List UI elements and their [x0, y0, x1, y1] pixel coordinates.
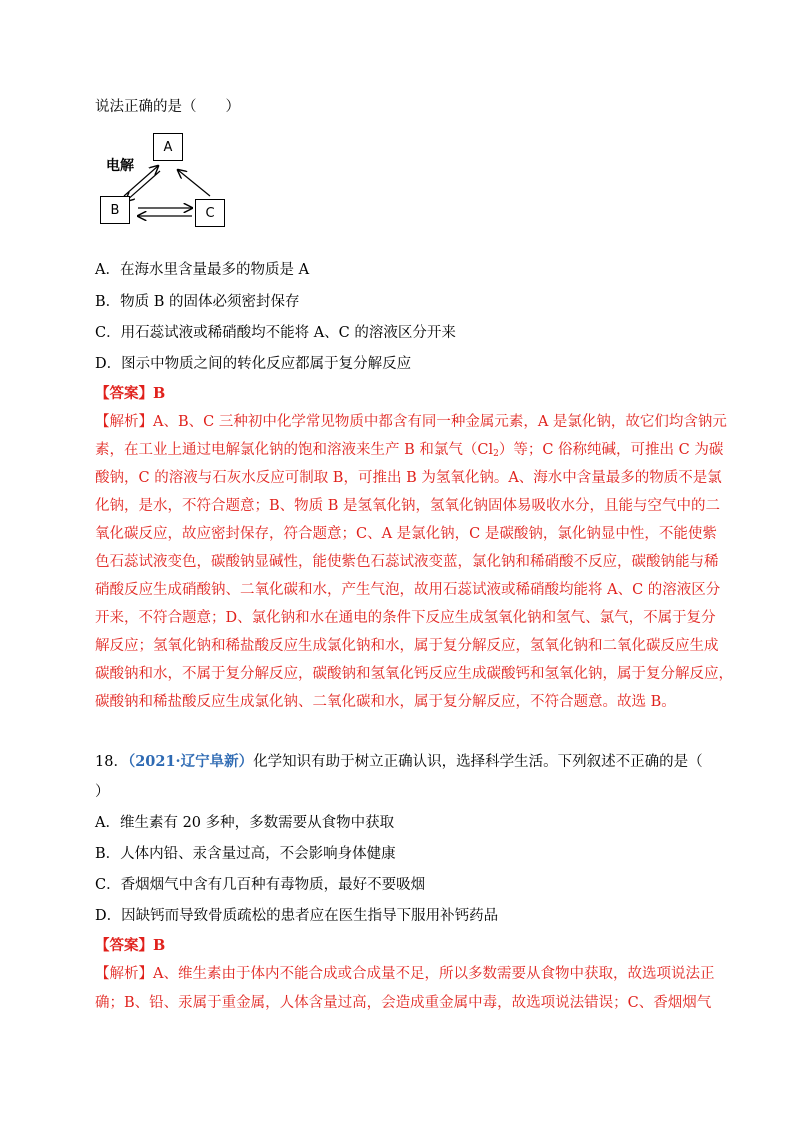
- explanation-line: 解反应；氢氧化钠和稀盐酸反应生成氯化钠和水，属于复分解反应，氢氧化钠和二氧化碳反应生成: [95, 638, 719, 654]
- option-c: C．香烟烟气中含有几百种有毒物质，最好不要吸烟: [95, 877, 426, 893]
- explanation-line: [95, 440, 723, 460]
- conversion-diagram: [100, 128, 240, 230]
- option-d: D．因缺钙而导致骨质疏松的患者应在医生指导下服用补钙药品: [95, 908, 499, 924]
- question-stem: [95, 752, 703, 772]
- option-a: A．在海水里含量最多的物质是 A: [95, 262, 310, 278]
- explanation-text: ）等；C 俗称纯碱，可推出 C 为碳: [498, 442, 724, 458]
- explanation-line: 【解析】A、B、C 三种初中化学常见物质中都含有同一种金属元素，A 是氯化钠，故它们均含钠元: [95, 414, 727, 430]
- question-source: （2021·辽宁阜新）: [127, 753, 254, 770]
- question-number: 18．: [95, 754, 128, 770]
- explanation-line: 碳酸钠和稀盐酸反应生成氯化钠、二氧化碳和水，属于复分解反应，不符合题意。故选 B。: [95, 694, 676, 710]
- question-text: 化学知识有助于树立正确认识，选择科学生活。下列叙述不正确的是（: [253, 754, 703, 770]
- explanation-line: 氧化碳反应，故应密封保存，符合题意；C、A 是氯化钠，C 是碳酸钠，氯化钠显中性，不能使紫: [95, 526, 717, 542]
- option-b: B．人体内铅、汞含量过高，不会影响身体健康: [95, 846, 396, 862]
- explanation-text: 素，在工业上通过电解氯化钠的饱和溶液来生产 B 和氯气（: [95, 442, 478, 458]
- explanation-line: 开来，不符合题意；D、氯化钠和水在通电的条件下反应生成氢氧化钠和氢气、氯气，不属于复分: [95, 610, 716, 626]
- explanation-line: 碳酸钠和水，不属于复分解反应，碳酸钠和氢氧化钙反应生成碳酸钙和氢氧化钠，属于复分解反应，: [95, 666, 733, 682]
- explanation-line: 确；B、铅、汞属于重金属，人体含量过高，会造成重金属中毒，故选项说法错误；C、香烟烟气: [95, 995, 712, 1011]
- explanation-line: 酸钠，C 的溶液与石灰水反应可制取 B，可推出 B 为氢氧化钠。A、海水中含量最多的物质不是氯: [95, 470, 722, 486]
- chlorine-formula: Cl: [477, 442, 494, 458]
- electrolysis-label: 电解: [106, 158, 134, 174]
- answer: 【答案】B: [95, 937, 166, 954]
- explanation-line: 化钠，是水，不符合题意；B、物质 B 是氢氧化钠，氢氧化钠固体易吸收水分，且能与空气中的二: [95, 498, 721, 514]
- question-stem-cont: ）: [95, 784, 110, 800]
- option-b: B．物质 B 的固体必须密封保存: [95, 294, 300, 310]
- explanation-line: 色石蕊试液变色，碳酸钠显碱性，能使紫色石蕊试液变蓝，氯化钠和稀硝酸不反应，碳酸钠能与稀: [95, 554, 719, 570]
- explanation-line: 【解析】A、维生素由于体内不能合成或合成量不足，所以多数需要从食物中获取，故选项说法正: [95, 966, 715, 982]
- node-b: B: [100, 196, 130, 224]
- option-a: A．维生素有 20 多种，多数需要从食物中获取: [95, 815, 395, 831]
- explanation-line: 硝酸反应生成硝酸钠、二氧化碳和水，产生气泡，故用石蕊试液或稀硝酸均能将 A、C 的溶液区分: [95, 582, 721, 598]
- node-a: A: [153, 133, 183, 161]
- answer: 【答案】B: [95, 385, 166, 402]
- option-c: C．用石蕊试液或稀硝酸均不能将 A、C 的溶液区分开来: [95, 325, 456, 341]
- node-c: C: [195, 199, 225, 227]
- chlorine-subscript: 2: [493, 449, 499, 459]
- option-d: D．图示中物质之间的转化反应都属于复分解反应: [95, 356, 412, 372]
- question-stem: 说法正确的是（ ）: [95, 99, 240, 115]
